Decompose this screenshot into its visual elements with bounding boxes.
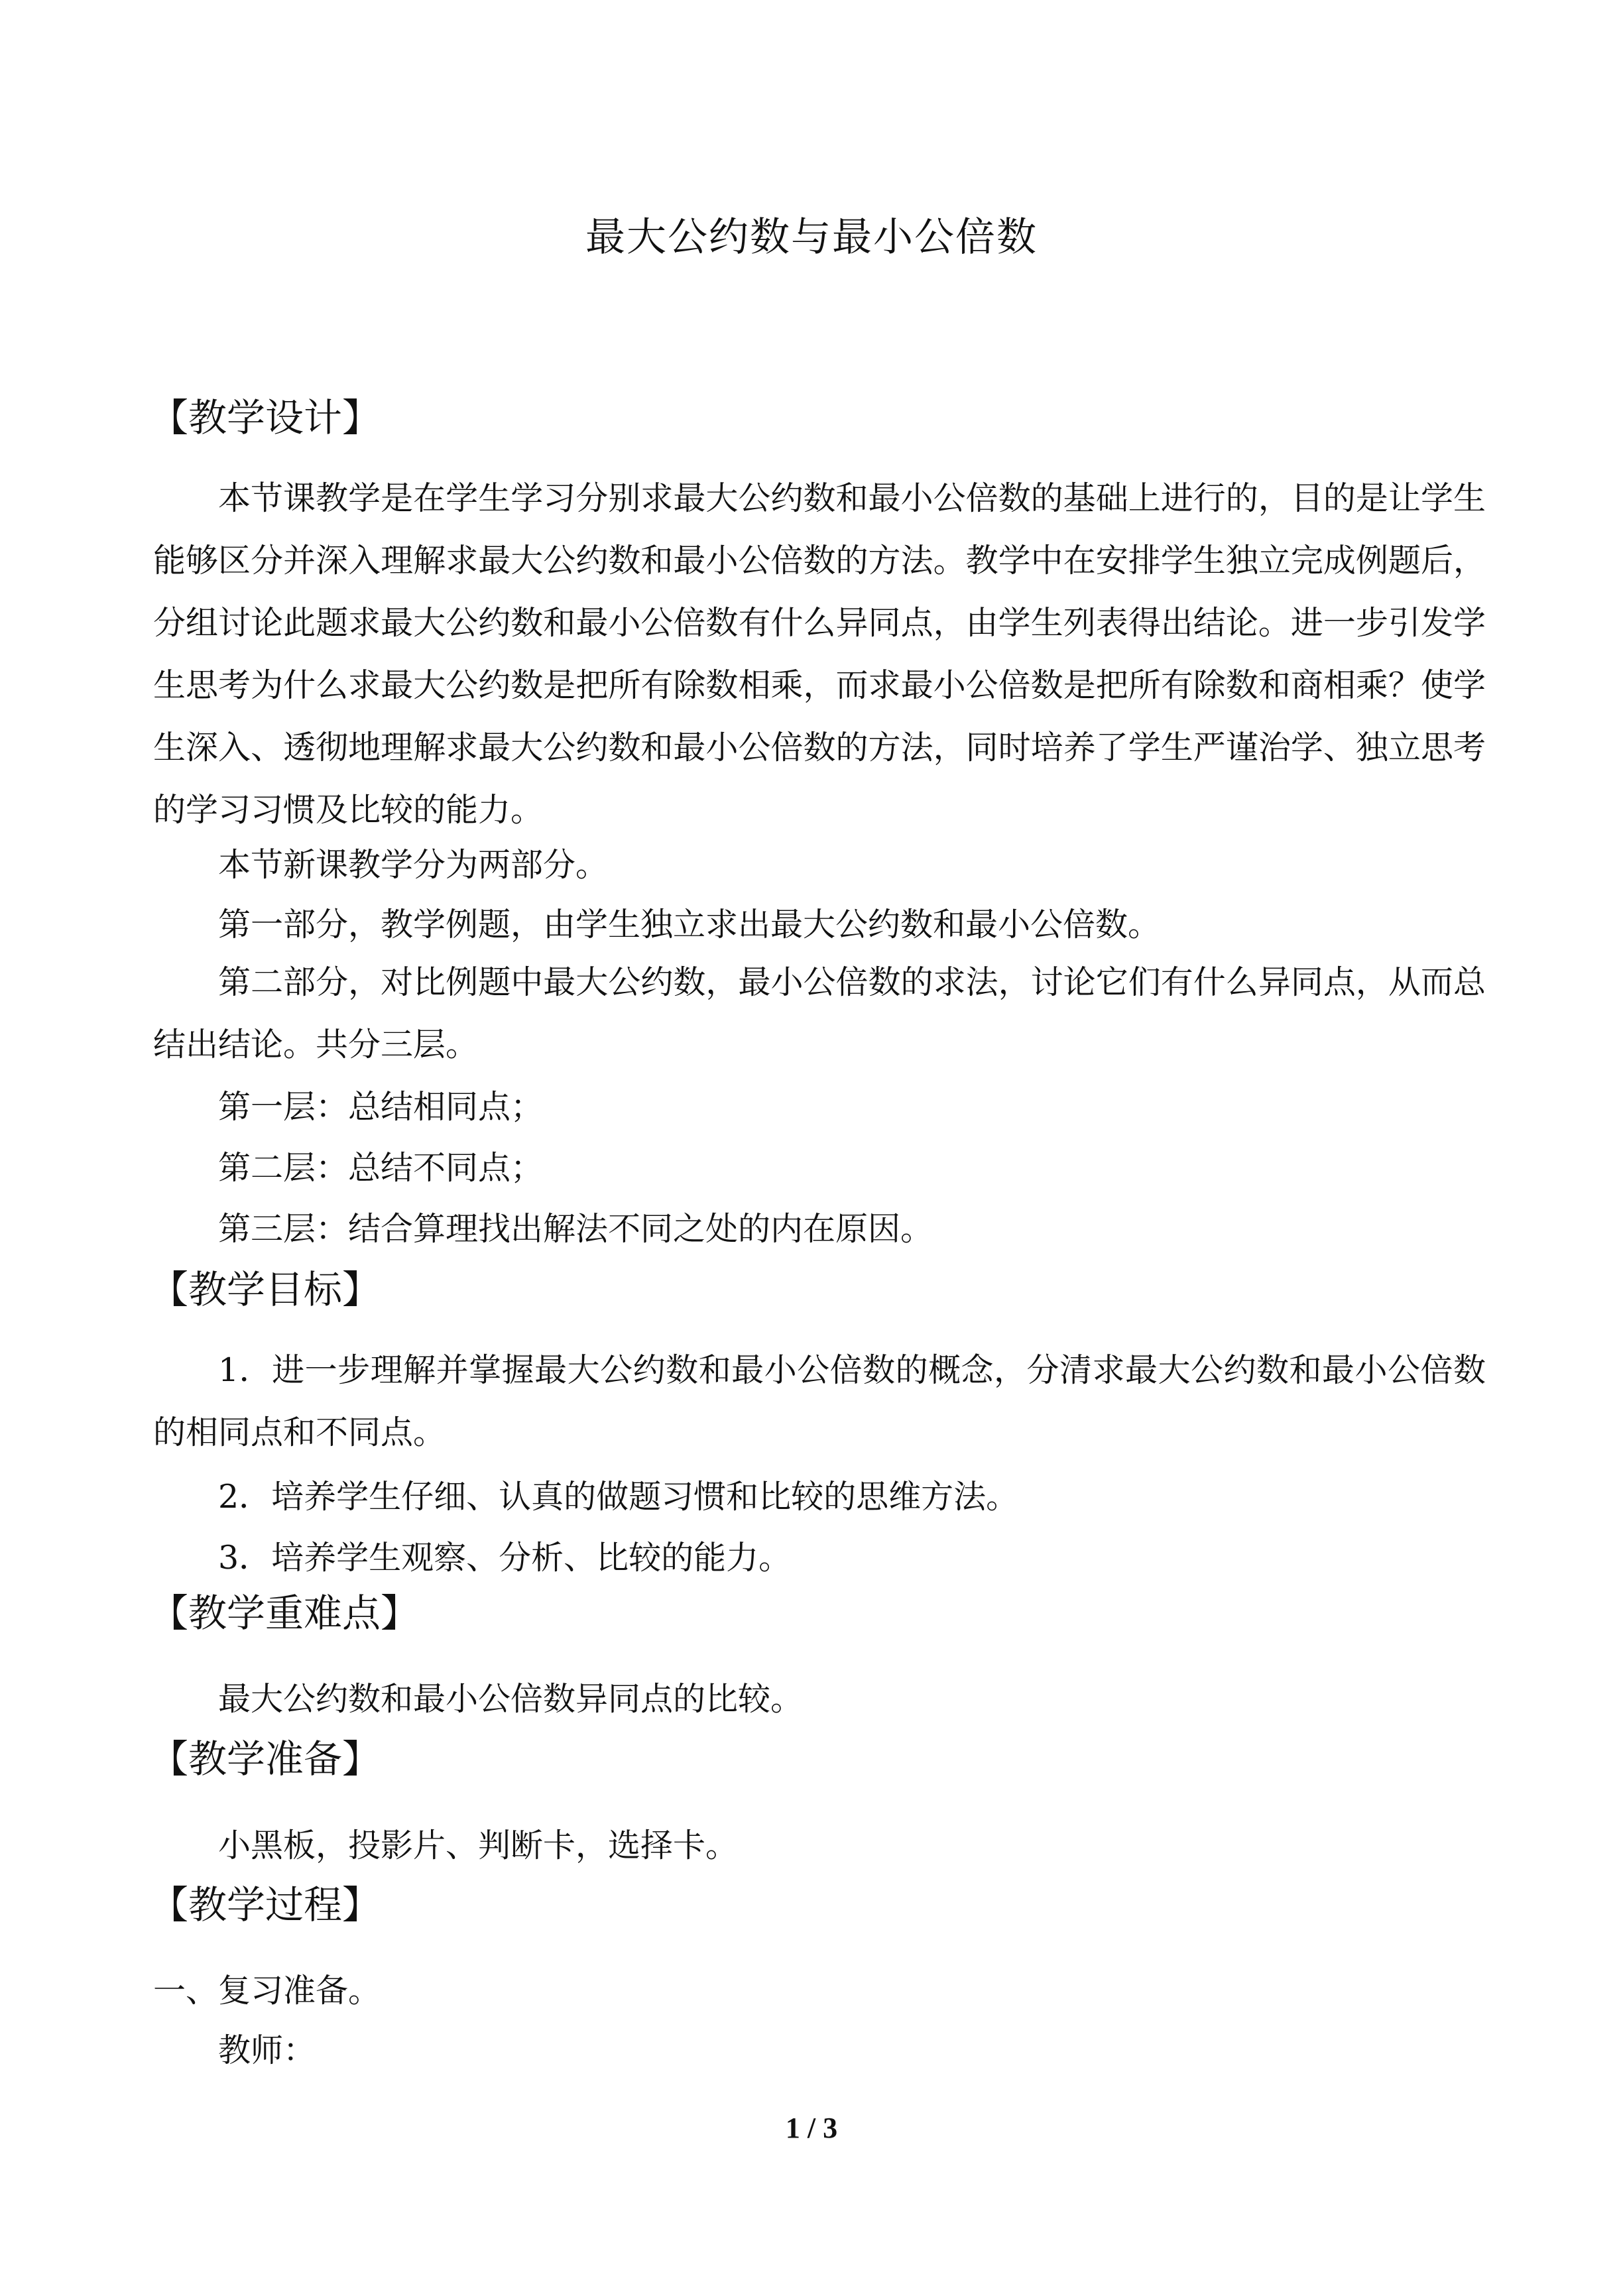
goal-item-2: 2．培养学生仔细、认真的做题习惯和比较的思维方法。 — [218, 1478, 1019, 1516]
heading-preparation: 【教学准备】 — [150, 1736, 381, 1782]
heading-design: 【教学设计】 — [150, 395, 381, 440]
document-title: 最大公约数与最小公倍数 — [585, 214, 1038, 261]
heading-key-points: 【教学重难点】 — [150, 1591, 420, 1636]
design-layer3-line: 第三层：结合算理找出解法不同之处的内在原因。 — [218, 1210, 933, 1248]
key-points-text: 最大公约数和最小公倍数异同点的比较。 — [218, 1680, 804, 1718]
preparation-text: 小黑板，投影片、判断卡，选择卡。 — [218, 1827, 739, 1864]
page-number: 1 / 3 — [785, 2112, 838, 2144]
heading-process: 【教学过程】 — [150, 1882, 381, 1927]
process-step-1: 一、复习准备。 — [153, 1972, 381, 2010]
design-layer2-line: 第二层：总结不同点； — [218, 1149, 544, 1187]
design-paragraph: 本节课教学是在学生学习分别求最大公约数和最小公倍数的基础上进行的，目的是让学生能够区分并深入理解求最大公约数和最小公倍数的方法。教学中在安排学生独立完成例题后，分组讨论此题求最大公约数和最小公倍数有什么异同点，由学生列表得出结论。进一步引发学生思考为什么求最大公约数是把所有除数相乘，而求最小公倍数是把所有除数和商相乘？使学生深入、透彻地理解求最大公约数和最小公倍数的方法，同时培养了学生严谨治学、独立思考的学习习惯及比较的能力。 — [153, 479, 1486, 829]
goal-item-1: 1．进一步理解并掌握最大公约数和最小公倍数的概念，分清求最大公约数和最小公倍数的相同点和不同点。 — [153, 1351, 1486, 1451]
heading-goals: 【教学目标】 — [150, 1267, 381, 1312]
design-layer1-line: 第一层：总结相同点； — [218, 1088, 544, 1126]
design-part1-line: 第一部分，教学例题，由学生独立求出最大公约数和最小公倍数。 — [218, 906, 1161, 943]
goal-item-3: 3．培养学生观察、分析、比较的能力。 — [218, 1539, 792, 1577]
process-teacher-label: 教师： — [218, 2031, 316, 2069]
design-part2-paragraph: 第二部分，对比例题中最大公约数，最小公倍数的求法，讨论它们有什么异同点，从而总结出结论。共分三层。 — [153, 963, 1486, 1063]
design-parts-line: 本节新课教学分为两部分。 — [218, 846, 609, 884]
